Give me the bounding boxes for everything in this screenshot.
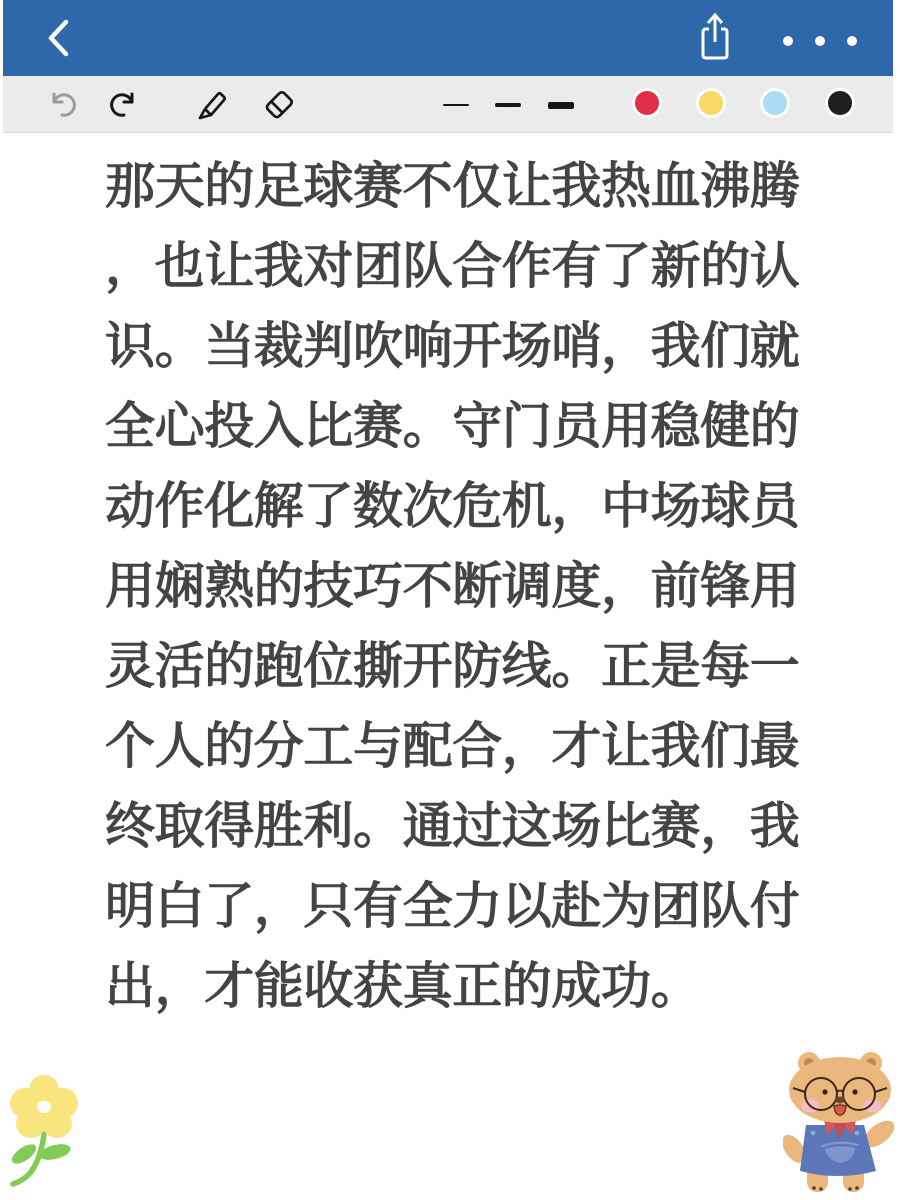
- thick-line-icon: [548, 102, 574, 109]
- color-swatch-black[interactable]: [825, 88, 855, 118]
- text-line: 个人的分工与配合，才让我们最: [105, 717, 800, 775]
- text-line: 出，才能收获真正的成功。: [105, 957, 701, 1015]
- pencil-icon: [193, 86, 231, 124]
- text-line: 用娴熟的技巧不断调度，前锋用: [105, 557, 800, 615]
- color-swatch-red[interactable]: [632, 88, 662, 118]
- note-canvas[interactable]: [0, 134, 900, 1200]
- flower-icon: [9, 1075, 78, 1184]
- text-line: 动作化解了数次危机，中场球员: [105, 477, 800, 535]
- text-line: 灵活的跑位撕开防线。正是每一: [105, 637, 800, 695]
- eraser-button[interactable]: [260, 86, 298, 124]
- text-line: 那天的足球赛不仅让我热血沸腾: [105, 157, 800, 215]
- pen-button[interactable]: [193, 86, 231, 124]
- toolbar: [3, 76, 893, 133]
- text-line: 全心投入比赛。守门员用稳健的: [105, 397, 800, 455]
- teddy-bear-icon: [783, 1052, 897, 1192]
- header-bar: [3, 0, 893, 76]
- medium-line-icon: [495, 103, 521, 108]
- share-button[interactable]: [697, 10, 733, 62]
- redo-icon: [108, 89, 140, 121]
- stroke-width-thick[interactable]: [546, 90, 576, 120]
- stroke-width-thin[interactable]: [441, 90, 471, 120]
- text-line: 明白了，只有全力以赴为团队付: [105, 877, 800, 935]
- text-line: 识。当裁判吹响开场哨，我们就: [105, 317, 800, 375]
- undo-button[interactable]: [46, 89, 78, 121]
- undo-icon: [46, 89, 78, 121]
- redo-button[interactable]: [108, 89, 140, 121]
- more-button[interactable]: [778, 34, 858, 48]
- note-text: [105, 146, 817, 1026]
- chevron-left-icon: [45, 18, 71, 58]
- thin-line-icon: [443, 104, 469, 107]
- flower-sticker[interactable]: [4, 1072, 84, 1194]
- share-icon: [697, 10, 733, 62]
- color-swatch-yellow[interactable]: [696, 88, 726, 118]
- stroke-width-medium[interactable]: [493, 90, 523, 120]
- ellipsis-icon: [778, 34, 858, 48]
- text-line: ，也让我对团队合作有了新的认: [105, 237, 800, 295]
- text-line: 终取得胜利。通过这场比赛，我: [105, 797, 800, 855]
- eraser-icon: [260, 86, 298, 124]
- bear-sticker[interactable]: [783, 1050, 897, 1198]
- back-button[interactable]: [45, 18, 71, 58]
- color-swatch-lightblue[interactable]: [760, 88, 790, 118]
